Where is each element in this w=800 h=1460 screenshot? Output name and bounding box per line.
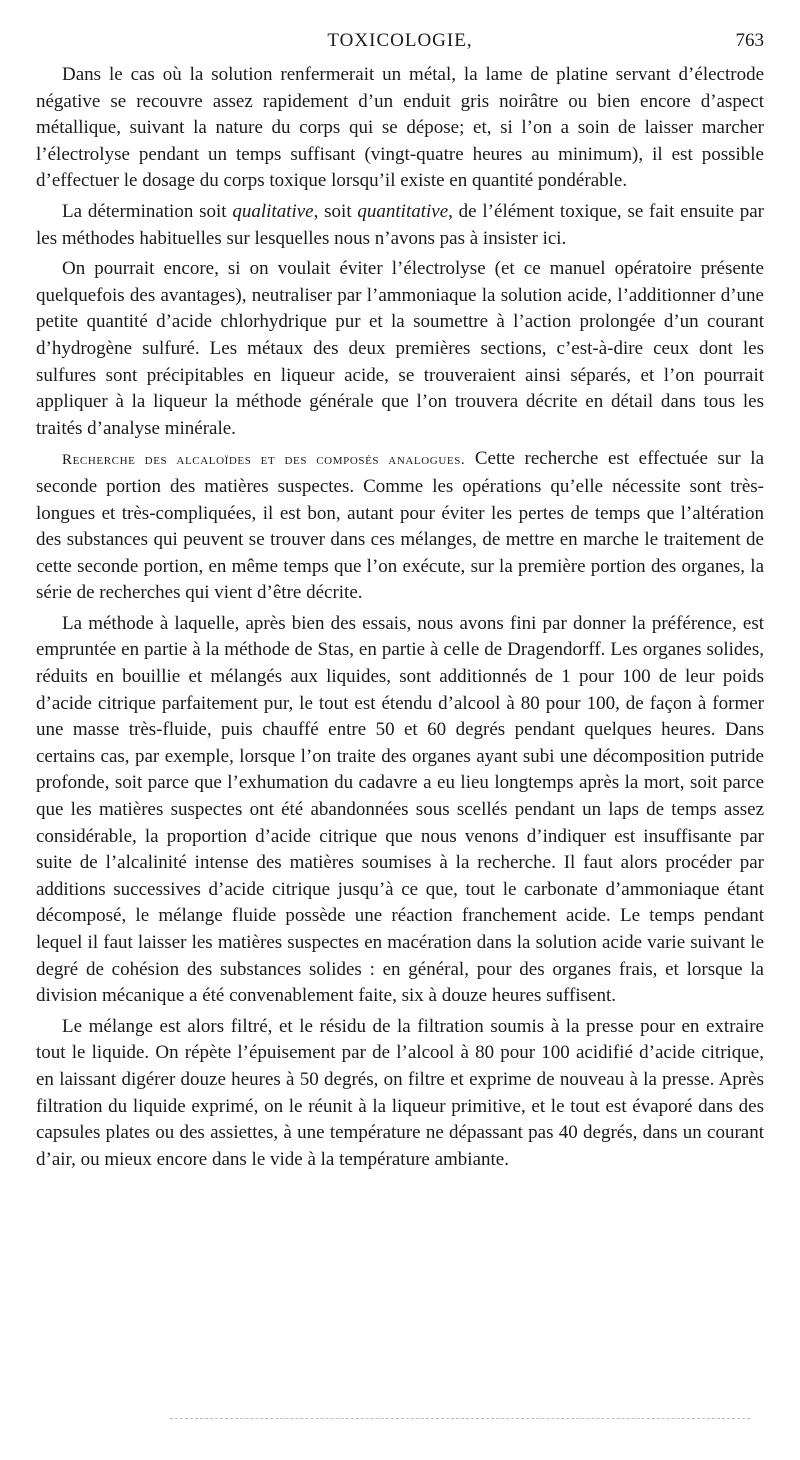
paragraph-text: , soit	[313, 200, 358, 222]
paragraph-method	[36, 611, 764, 1010]
running-title: TOXICOLOGIE,	[327, 30, 473, 51]
paragraph-filtration	[36, 1014, 764, 1174]
paragraph-text: , de l’élément toxique, se fait ensuite par les méthodes habituelles sur lesquelles nous n’avons pas à insister ici.	[36, 200, 765, 249]
italic-term-qualitative: qualitative	[232, 200, 314, 222]
paragraph-text: La méthode à laquelle, après bien des essais, nous avons fini par donner la préférence, est empruntée en partie à la méthode de Stas, en partie à celle de Dragendorff. Les organes solides, réduits en bouillie et mélangés aux liquides, sont additionnés de 1 pour 100 de leur poids d’acide citrique parfaitement pur, le tout est étendu d’alcool à 80 pour 100, de façon à former une masse très-fluide, puis chauffé entre 50 et 60 degrés pendant quelques heures. Dans certains cas, par exemple, lorsque l’on traite des organes ayant subi une décomposition putride profonde, soit parce que l’exhumation du cadavre a eu lieu longtemps après la mort, soit parce que les matières suspectes ont été abandonnées sous scellés pendant un laps de temps assez considérable, la proportion d’acide citrique que nous venons d’indiquer est insuffisante par suite de l’alcalinité intense des matières soumises à la recherche. Il faut alors procéder par additions successives d’acide citrique jusqu’à ce que, tout le carbonate d’ammoniaque étant décomposé, le mélange fluide possède une réaction franchement acide. Le temps pendant lequel il faut laisser les matières suspectes en macération dans la solution acide varie suivant le degré de cohésion des substances solides : en général, pour des organes frais, et lorsque la division mécanique a été convenablement faite, six à douze heures suffisent.	[36, 612, 764, 1007]
paragraph-text: La détermination soit	[62, 200, 233, 222]
body-text	[36, 62, 764, 1173]
italic-term-quantitative: quantitative	[357, 200, 449, 222]
paragraph-text: Dans le cas où la solution renfermerait un métal, la lame de platine servant d’électrode négative se recouvre assez rapidement d’un enduit gris noirâtre ou bien encore d’aspect métallique, suivant la nature du corps qui se dépose; et, si l’on a soin de laisser marcher l’électrolyse pendant un temps suffisant (vingt-quatre heures au minimum), il est possible d’effectuer le dosage du corps toxique lorsqu’il existe en quantité pondérable.	[36, 64, 764, 192]
paragraph-text: On pourrait encore, si on voulait éviter l’électrolyse (et ce manuel opératoire présente quelquefois des avantages), neutraliser par l’ammoniaque la solution acide, l’additionner d’une petite quantité d’acide chlorhydrique pur et la soumettre à l’action prolongée d’un courant d’hydrogène sulfuré. Les métaux des deux premières sections, c’est-à-dire ceux dont les sulfures sont précipitables en liqueur acide, se trouveraient ainsi séparés, et l’on pourrait appliquer à la liqueur la méthode générale que l’on trouvera décrite en détail dans tous les traités d’analyse minérale.	[36, 258, 764, 439]
paragraph-electrolysis	[36, 62, 764, 195]
paragraph-determination	[36, 199, 764, 252]
page-number: 763	[735, 30, 764, 51]
paragraph-text: Cette recherche est effectuée sur la seconde portion des matières suspectes. Comme les opérations qu’elle nécessite sont très-longues et très-compliquées, il est bon, autant pour éviter les pertes de temps que l’altération des substances qui peuvent se trouver dans ces mélanges, de mettre en marche le traitement de cette seconde portion, en même temps que l’on exécute, sur la première portion des organes, la série de recherches qui vient d’être décrite.	[36, 448, 765, 604]
page-header	[36, 30, 764, 62]
bottom-rule	[170, 1418, 750, 1419]
section-heading: Recherche des alcaloïdes et des composés analogues.	[62, 452, 466, 469]
book-page	[36, 30, 764, 1173]
paragraph-text: Le mélange est alors filtré, et le résidu de la filtration soumis à la presse pour en extraire tout le liquide. On répète l’épuisement par de l’alcool à 80 pour 100 acidifié d’acide citrique, en laissant digérer douze heures à 50 degrés, on filtre et exprime de nouveau à la presse. Après filtration du liquide exprimé, on le réunit à la liqueur primitive, et le tout est évaporé dans des capsules plates ou des assiettes, à une température ne dépassant pas 40 degrés, dans un courant d’air, ou mieux encore dans le vide à la température ambiante.	[36, 1015, 764, 1170]
paragraph-alternative-method	[36, 256, 764, 442]
paragraph-alkaloid-search	[36, 446, 764, 607]
